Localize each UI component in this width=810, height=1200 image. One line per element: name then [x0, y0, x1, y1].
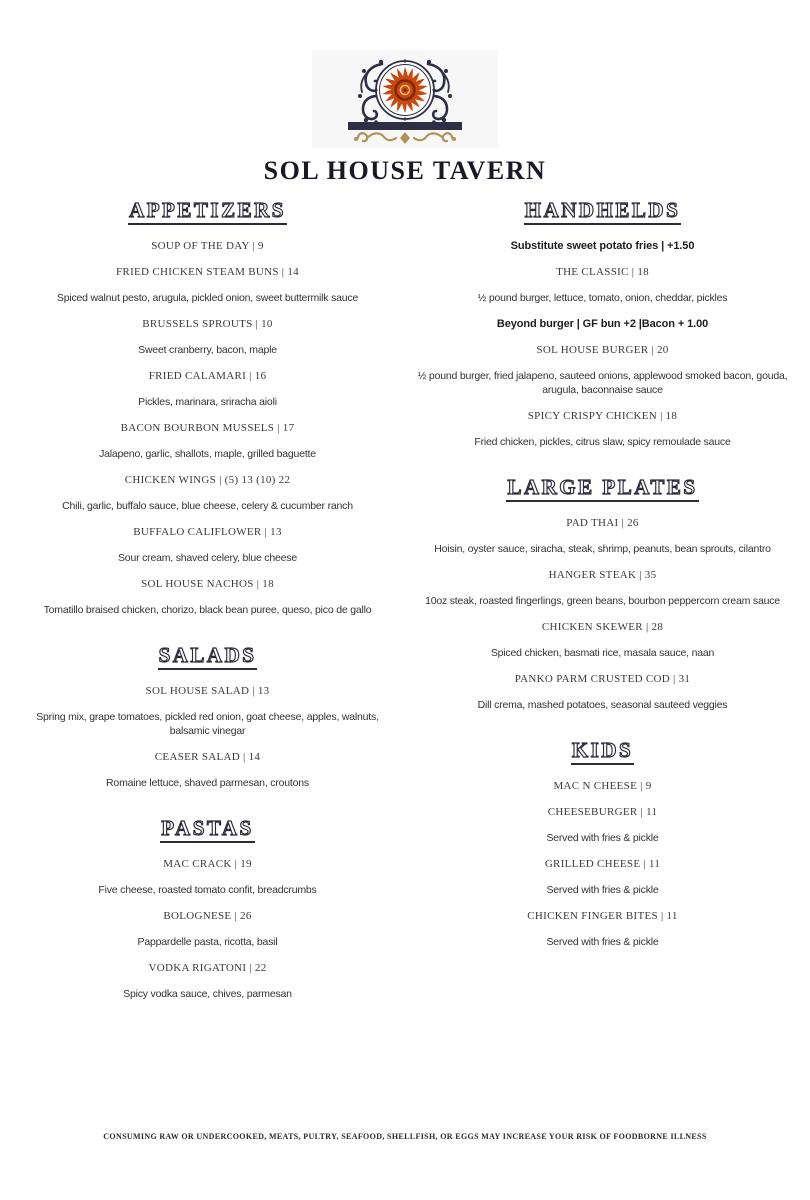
- menu-item-note: Substitute sweet potato fries | +1.50: [510, 239, 695, 252]
- menu-item-desc: Jalapeno, garlic, shallots, maple, grilled baguette: [99, 447, 316, 460]
- menu-item-name: VODKA RIGATONI | 22: [148, 962, 267, 975]
- menu-section-kids: [411, 738, 794, 949]
- section-header: [16, 816, 399, 843]
- menu-item-desc: Five cheese, roasted tomato confit, breadcrumbs: [98, 884, 317, 897]
- section-header: [16, 643, 399, 670]
- menu-item-name: MAC CRACK | 19: [163, 858, 252, 871]
- section-title: SALADS: [158, 643, 258, 670]
- section-title: HANDHELDS: [524, 198, 682, 225]
- menu-item-desc: Sour cream, shaved celery, blue cheese: [118, 551, 297, 564]
- menu-item-note: Beyond burger | GF bun +2 |Bacon + 1.00: [496, 317, 709, 330]
- section-title: LARGE PLATES: [506, 475, 698, 502]
- menu-item-name: CHICKEN FINGER BITES | 11: [527, 910, 678, 923]
- menu-item-name: SOL HOUSE SALAD | 13: [145, 684, 270, 697]
- menu-item-desc: Spiced walnut pesto, arugula, pickled onion, sweet buttermilk sauce: [56, 291, 359, 304]
- menu-item-desc: Pickles, marinara, sriracha aioli: [138, 395, 277, 408]
- menu-item-name: HANGER STEAK | 35: [548, 568, 657, 581]
- menu-item-name: BACON BOURBON MUSSELS | 17: [120, 421, 295, 434]
- menu-section-salads: [16, 643, 399, 790]
- menu-item-desc: Spicy vodka sauce, chives, parmesan: [123, 988, 292, 1001]
- menu-item-name: SOL HOUSE BURGER | 20: [536, 343, 669, 356]
- section-title: KIDS: [571, 738, 634, 765]
- section-title: PASTAS: [160, 816, 254, 843]
- menu-section-pastas: [16, 816, 399, 1001]
- menu-item-desc: Chili, garlic, buffalo sauce, blue cheese, celery & cucumber ranch: [62, 499, 353, 512]
- menu-item-name: SPICY CRISPY CHICKEN | 18: [527, 409, 678, 422]
- menu-item-name: PANKO PARM CRUSTED COD | 31: [514, 672, 691, 685]
- disclaimer-text: CONSUMING RAW OR UNDERCOOKED, MEATS, PULTRY, SEAFOOD, SHELLFISH, OR EGGS MAY INCREASE YOUR RISK OF FOODBORNE ILLNESS: [103, 1132, 707, 1142]
- menu-item-name: BOLOGNESE | 26: [163, 910, 252, 923]
- section-title: APPETIZERS: [128, 198, 287, 225]
- menu-item-desc: Romaine lettuce, shaved parmesan, croutons: [106, 776, 309, 789]
- left-column: [16, 198, 399, 1013]
- sun-core-dot: [403, 88, 406, 91]
- section-header: [411, 475, 794, 502]
- menu-item-name: CHICKEN WINGS | (5) 13 (10) 22: [124, 473, 291, 486]
- menu-item-name: MAC N CHEESE | 9: [553, 780, 652, 793]
- logo: [312, 50, 498, 148]
- menu-item-name: CEASER SALAD | 14: [154, 750, 261, 763]
- menu-item-desc: ½ pound burger, fried jalapeno, sauteed onions, applewood smoked bacon, gouda, arugula, baconnaise sauce: [417, 369, 788, 396]
- gold-dot-right: [452, 137, 456, 141]
- gold-dot-left: [354, 137, 358, 141]
- section-header: [16, 198, 399, 225]
- menu-item-desc: ½ pound burger, lettuce, tomato, onion, cheddar, pickles: [477, 291, 728, 304]
- gold-diamond: [400, 132, 410, 144]
- menu-item-name: CHICKEN SKEWER | 28: [541, 620, 664, 633]
- menu-item-name: BRUSSELS SPROUTS | 10: [142, 317, 273, 330]
- right-column: [411, 198, 794, 961]
- menu-columns: [0, 198, 810, 1013]
- section-header: [411, 738, 794, 765]
- menu-item-name: SOUP OF THE DAY | 9: [151, 239, 264, 252]
- menu-section-handhelds: [411, 198, 794, 449]
- menu-item-name: FRIED CALAMARI | 16: [148, 369, 267, 382]
- masthead: [0, 0, 810, 186]
- menu-item-desc: Fried chicken, pickles, citrus slaw, spicy remoulade sauce: [474, 435, 731, 448]
- menu-item-desc: Tomatillo braised chicken, chorizo, black bean puree, queso, pico de gallo: [43, 603, 372, 616]
- menu-item-desc: Hoisin, oyster sauce, siracha, steak, shrimp, peanuts, bean sprouts, cilantro: [434, 542, 771, 555]
- restaurant-name: SOL HOUSE TAVERN: [263, 156, 547, 185]
- menu-item-name: THE CLASSIC | 18: [556, 265, 649, 278]
- logo-bar: [348, 122, 462, 130]
- menu-item-name: BUFFALO CALIFLOWER | 13: [133, 525, 282, 538]
- menu-item-desc: Sweet cranberry, bacon, maple: [138, 343, 277, 356]
- menu-section-large_plates: [411, 475, 794, 712]
- menu-item-desc: Dill crema, mashed potatoes, seasonal sauteed veggies: [477, 698, 728, 711]
- menu-item-desc: 10oz steak, roasted fingerlings, green beans, bourbon peppercorn cream sauce: [425, 594, 780, 607]
- menu-item-name: SOL HOUSE NACHOS | 18: [141, 577, 274, 590]
- menu-item-desc: Served with fries & pickle: [546, 832, 659, 845]
- section-header: [411, 198, 794, 225]
- menu-item-desc: Served with fries & pickle: [546, 936, 659, 949]
- menu-item-desc: Spiced chicken, basmati rice, masala sauce, naan: [490, 646, 715, 659]
- menu-item-name: PAD THAI | 26: [566, 516, 639, 529]
- menu-section-appetizers: [16, 198, 399, 617]
- menu-item-desc: Spring mix, grape tomatoes, pickled red onion, goat cheese, apples, walnuts, balsamic vinegar: [36, 710, 379, 737]
- sun-crest-logo: [320, 52, 490, 146]
- menu-item-name: CHEESEBURGER | 11: [547, 806, 658, 819]
- menu-item-name: FRIED CHICKEN STEAM BUNS | 14: [116, 265, 299, 278]
- menu-item-name: GRILLED CHEESE | 11: [544, 858, 661, 871]
- menu-item-desc: Pappardelle pasta, ricotta, basil: [137, 936, 278, 949]
- menu-item-desc: Served with fries & pickle: [546, 884, 659, 897]
